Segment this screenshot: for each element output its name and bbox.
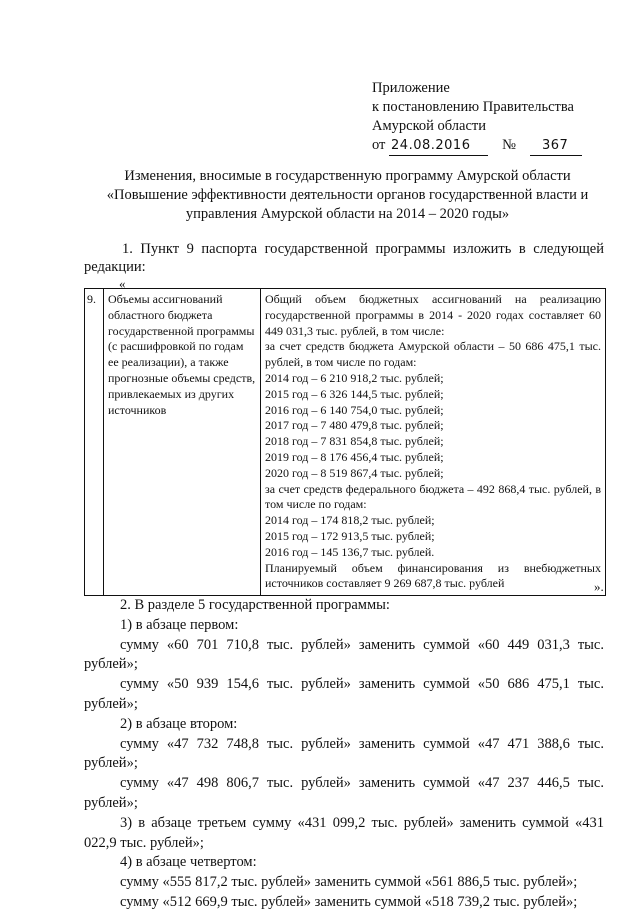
section-heading: 2. В разделе 5 государственной программы: — [120, 597, 390, 613]
content-line: 2016 год – 6 140 754,0 тыс. рублей; — [265, 402, 444, 417]
appendix-date-line — [372, 136, 582, 156]
content-line: 2015 год – 172 913,5 тыс. рублей; — [265, 528, 435, 543]
amendments-body — [84, 596, 604, 913]
date-prefix: от — [372, 137, 386, 153]
content-line: Общий объем бюджетных ассигнований на реализацию государственной программы в 2014 - 2020 годах составляет 60 449 031,3 тыс. рублей, в том числе: — [265, 292, 601, 338]
paragraph-1: 1. Пункт 9 паспорта государственной программы изложить в следующей редакции: — [84, 241, 604, 275]
content-line: 2019 год – 8 176 456,4 тыс. рублей; — [265, 449, 444, 464]
document-title — [60, 167, 635, 224]
appendix-region: Амурской области — [372, 118, 486, 134]
table-row — [85, 289, 606, 596]
content-line: 2017 год – 7 480 479,8 тыс. рублей; — [265, 418, 444, 433]
list-item: сумму «555 817,2 тыс. рублей» заменить суммой «561 886,5 тыс. рублей»; — [120, 874, 578, 891]
appendix-block — [372, 79, 582, 156]
opening-quote: « — [119, 276, 126, 291]
list-item: 2) в абзаце втором: — [120, 715, 238, 732]
list-item: 1) в абзаце первом: — [120, 616, 239, 633]
list-item: сумму «60 701 710,8 тыс. рублей» заменить суммой «60 449 031,3 тыс. рублей»; — [84, 636, 604, 673]
row-description: Объемы ассигнований областного бюджета государственной программы (с расшифровкой по годам ее реализации), а также прогнозные объемы средств, привлекаемых из других источников — [104, 289, 261, 596]
title-line-2: «Повышение эффективности деятельности органов государственной власти и — [106, 187, 589, 203]
list-item: сумму «47 498 806,7 тыс. рублей» заменить суммой «47 237 446,5 тыс. рублей»; — [84, 775, 604, 811]
closing-quote: ». — [594, 579, 604, 594]
list-item: сумму «47 732 748,8 тыс. рублей» заменить суммой «47 471 388,6 тыс. рублей»; — [84, 735, 604, 772]
content-line: за счет средств бюджета Амурской области – 50 686 475,1 тыс. рублей, в том числе по годам: — [265, 339, 601, 370]
appendix-decree: к постановлению Правительства — [372, 99, 574, 115]
list-item: 3) в абзаце третьем сумму «431 099,2 тыс. рублей» заменить суммой «431 022,9 тыс. рублей»; — [84, 814, 604, 851]
title-line-1: Изменения, вносимые в государственную программу Амурской области — [124, 168, 571, 184]
decree-number: 367 — [530, 136, 582, 156]
row-content — [261, 289, 606, 596]
content-line: Планируемый объем финансирования из внебюджетных источников составляет 9 269 687,8 тыс. рублей — [265, 560, 601, 591]
content-line: 2015 год – 6 326 144,5 тыс. рублей; — [265, 386, 444, 401]
number-prefix: № — [502, 137, 516, 153]
list-item: сумму «512 669,9 тыс. рублей» заменить суммой «518 739,2 тыс. рублей»; — [120, 893, 578, 910]
content-line: 2016 год – 145 136,7 тыс. рублей. — [265, 544, 435, 559]
content-line: 2018 год – 7 831 854,8 тыс. рублей; — [265, 434, 444, 449]
row-number: 9. — [85, 289, 104, 596]
content-line: 2014 год – 6 210 918,2 тыс. рублей; — [265, 370, 444, 385]
content-line: за счет средств федерального бюджета – 492 868,4 тыс. рублей, в том числе по годам: — [265, 481, 601, 512]
passport-table — [84, 288, 606, 596]
content-line: 2020 год – 8 519 867,4 тыс. рублей; — [265, 465, 444, 480]
appendix-title: Приложение — [372, 80, 450, 96]
list-item: сумму «50 939 154,6 тыс. рублей» заменить суммой «50 686 475,1 тыс. рублей»; — [84, 676, 604, 712]
content-line: 2014 год – 174 818,2 тыс. рублей; — [265, 513, 435, 528]
title-line-3: управления Амурской области на 2014 – 2020 годы» — [185, 206, 510, 222]
list-item: 4) в абзаце четвертом: — [120, 854, 257, 871]
decree-date: 24.08.2016 — [389, 136, 488, 156]
